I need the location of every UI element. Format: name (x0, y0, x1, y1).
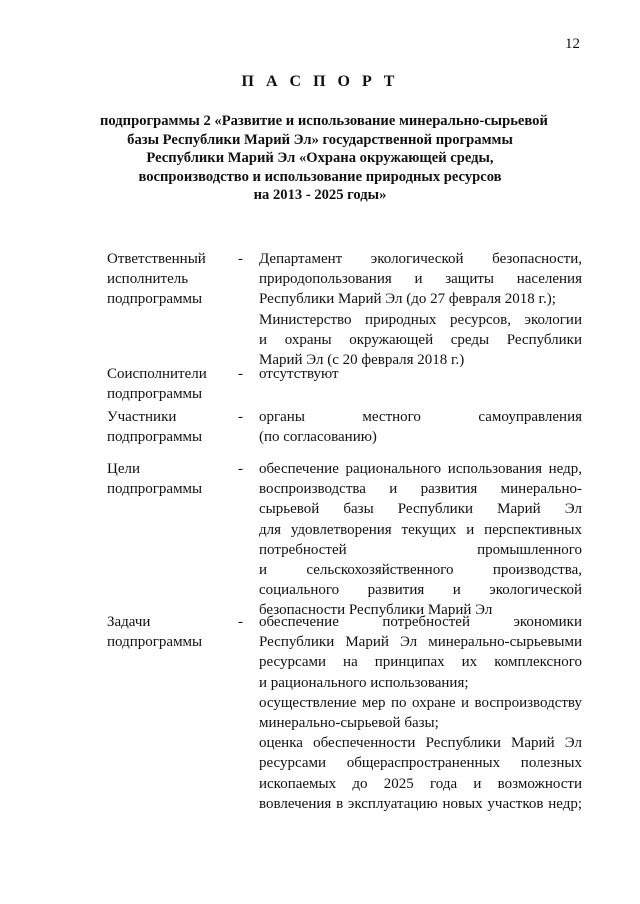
document-subtitle (100, 112, 548, 205)
label-line: подпрограммы (107, 429, 203, 446)
label-line: Ответственный (107, 251, 206, 267)
value-line: минерально-сырьевой базы; (259, 715, 439, 732)
value-line: обеспечение рационального использования недр, (259, 461, 582, 477)
value-line: природопользования и защиты населения (259, 271, 582, 288)
value-line: и охраны окружающей среды Республики (259, 331, 582, 348)
row-value (259, 249, 582, 370)
row-dash: - (238, 409, 243, 425)
value-line: потребностей промышленного (259, 541, 582, 558)
value-line: вовлечения в эксплуатацию новых участков недр; (259, 795, 582, 812)
value-line: Департамент экологической безопасности, (259, 251, 582, 267)
row-value (259, 612, 582, 814)
value-line: и рационального использования; (259, 674, 469, 691)
row-value (259, 407, 582, 447)
subtitle-line: базы Республики Марий Эл» государственной программы (127, 131, 513, 148)
row-label (107, 459, 232, 499)
value-line: осуществление мер по охране и воспроизводству (259, 694, 582, 711)
subtitle-line: подпрограммы 2 «Развитие и использование минерально-сырьевой (100, 113, 548, 129)
value-line: отсутствуют (259, 366, 339, 382)
row-dash: - (238, 614, 243, 630)
value-line: сырьевой базы Республики Марий Эл (259, 501, 582, 518)
value-line: Министерство природных ресурсов, экологии (259, 311, 582, 328)
label-line: Цели (107, 461, 141, 477)
label-line: Соисполнители (107, 366, 207, 382)
label-line: Участники (107, 409, 177, 425)
value-line: обеспечение потребностей экономики (259, 614, 582, 630)
row-value (259, 459, 582, 621)
row-label (107, 612, 232, 652)
row-label (107, 407, 232, 447)
value-line: ресурсами общераспространенных полезных (259, 755, 582, 772)
label-line: подпрограммы (107, 291, 203, 308)
value-line: социального развития и экологической (259, 582, 582, 599)
value-line: Марий Эл (с 20 февраля 2018 г.) (259, 352, 465, 369)
value-line: воспроизводства и развития минерально- (259, 481, 582, 498)
row-value (259, 364, 582, 384)
label-line: исполнитель (107, 271, 189, 288)
label-line: подпрограммы (107, 481, 203, 498)
label-line: подпрограммы (107, 386, 203, 403)
page-number: 12 (565, 36, 580, 52)
document-title: П А С П О Р Т (241, 73, 399, 90)
subtitle-line: Республики Марий Эл «Охрана окружающей среды, (146, 150, 494, 167)
label-line: Задачи (107, 614, 151, 630)
row-dash: - (238, 251, 243, 267)
value-line: для удовлетворения текущих и перспективных (259, 521, 582, 538)
label-line: подпрограммы (107, 634, 203, 651)
subtitle-line: воспроизводство и использование природных ресурсов (138, 168, 502, 185)
value-line: и сельскохозяйственного производства, (259, 562, 582, 579)
value-line: оценка обеспеченности Республики Марий Эл (259, 735, 582, 752)
row-label (107, 364, 232, 404)
value-line: Республики Марий Эл (до 27 февраля 2018 г.); (259, 291, 556, 308)
row-label (107, 249, 232, 310)
row-dash: - (238, 366, 243, 382)
value-line: органы местного самоуправления (259, 409, 582, 425)
subtitle-line: на 2013 - 2025 годы» (253, 187, 387, 204)
value-line: ресурсами на принципах их комплексного (259, 654, 582, 671)
value-line: безопасности Республики Марий Эл (259, 602, 493, 619)
value-line: ископаемых до 2025 года и возможности (259, 775, 582, 792)
row-dash: - (238, 461, 243, 477)
value-line: (по согласованию) (259, 429, 377, 446)
value-line: Республики Марий Эл минерально-сырьевыми (259, 634, 582, 651)
